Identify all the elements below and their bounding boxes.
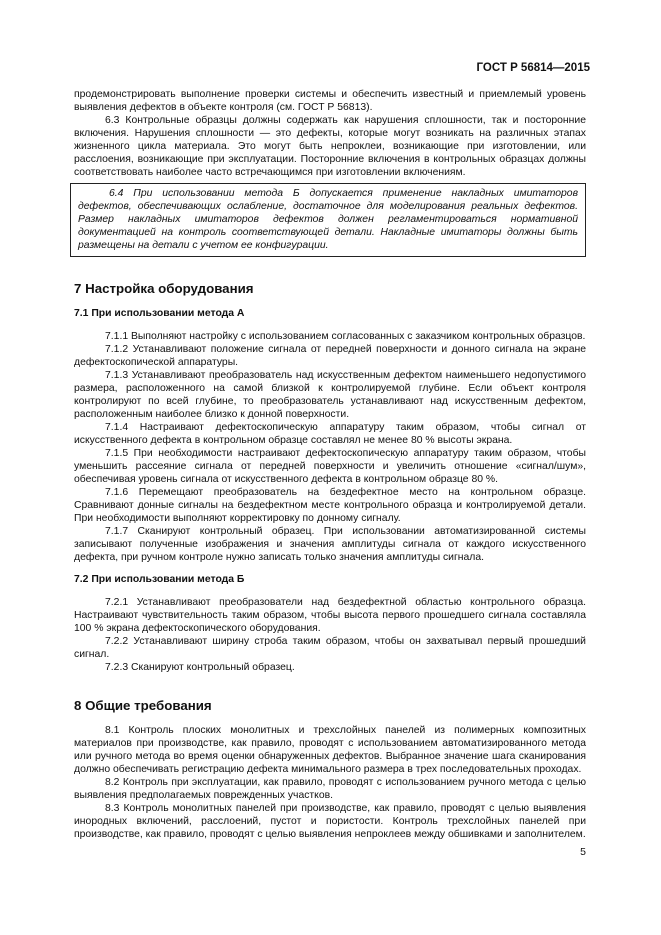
paragraph-7-1-1: 7.1.1 Выполняют настройку с использованием согласованных с заказчиком контрольных образцов.: [105, 331, 586, 342]
paragraph-8-1: 8.1 Контроль плоских монолитных и трехслойных панелей из полимерных композитных материалов при производстве, как правило, проводят с использованием автоматизированного метода или ручного метода во время оценки обнаруженных дефектов. Выбранное значение шага сканирования должно обеспечивать регистрацию дефекта минимального размера в трех последовательных проходах.: [74, 725, 586, 775]
document-code-header: ГОСТ Р 56814—2015: [476, 62, 590, 74]
page-number: 5: [580, 846, 586, 858]
paragraph-7-1-4: 7.1.4 Настраивают дефектоскопическую аппаратуру таким образом, чтобы сигнал от искусственного дефекта в контрольном образце составлял не менее 80 % высоты экрана.: [74, 422, 586, 446]
paragraph-6-3: 6.3 Контрольные образцы должны содержать как нарушения сплошности, так и посторонние включения. Нарушения сплошности — это дефекты, которые могут возникать на различных этапах жизненного цикла материала. Это могут быть непроклеи, возникающие при изготовлении, или расслоения, возникающие при эксплуатации. Посторонние включения в контрольных образцах должны соответствовать наиболее часто встречающимся при изготовлении включениям.: [74, 115, 586, 178]
paragraph-7-1-7: 7.1.7 Сканируют контрольный образец. При использовании автоматизированной системы записывают полученные изображения и значения амплитуды сигнала от каждого искусственного дефекта, при ручном контроле нужно записать только значения амплитуды сигнала.: [74, 526, 586, 563]
paragraph-7-1-5: 7.1.5 При необходимости настраивают дефектоскопическую аппаратуру таким образом, чтобы уменьшить рассеяние сигнала от передней поверхности и увеличить отношение «сигнал/шум», обеспечивая уровень сигнала от искусственного дефекта в контрольном образце 80 %.: [74, 448, 586, 485]
paragraph-7-2-3: 7.2.3 Сканируют контрольный образец.: [105, 662, 295, 673]
paragraph-7-1-2: 7.1.2 Устанавливают положение сигнала от передней поверхности и донного сигнала на экране дефектоскопической аппаратуры.: [74, 344, 586, 368]
section-7-heading: 7 Настройка оборудования: [74, 281, 254, 296]
subsection-7-1-heading: 7.1 При использовании метода А: [74, 308, 245, 319]
paragraph-8-2: 8.2 Контроль при эксплуатации, как правило, проводят с использованием ручного метода с целью выявления предполагаемых поврежденных участков.: [74, 777, 586, 801]
subsection-7-2-heading: 7.2 При использовании метода Б: [74, 574, 245, 585]
page-content: [74, 88, 586, 841]
paragraph-continuation: продемонстрировать выполнение проверки системы и обеспечить известный и приемлемый уровень выявления дефектов в объекте контроля (см. ГОСТ Р 56813).: [74, 89, 586, 113]
note-box-6-4: [70, 183, 586, 257]
paragraph-7-1-6: 7.1.6 Перемещают преобразователь на бездефектное место на контрольном образце. Сравнивают донные сигналы на бездефектном месте контрольного образца и контролируемой детали. При необходимости выполняют корректировку по донному сигналу.: [74, 487, 586, 524]
section-8-heading: 8 Общие требования: [74, 698, 212, 713]
paragraph-7-2-2: 7.2.2 Устанавливают ширину строба таким образом, чтобы он захватывал первый прошедший сигнал.: [74, 636, 586, 660]
paragraph-7-1-3: 7.1.3 Устанавливают преобразователь над искусственным дефектом наименьшего недопустимого размера, расположенного на самой близкой к контролируемой глубине. Если объект контроля контролируют по всей глубине, то преобразователь устанавливают над искусственным дефектом, расположенным наиболее близко к донной поверхности.: [74, 370, 586, 420]
paragraph-6-4: 6.4 При использовании метода Б допускается применение накладных имитаторов дефектов, обеспечивающих ослабление, достаточное для моделирования реальных дефектов. Размер накладных имитаторов дефектов должен регламентироваться нормативной документацией на контроль соответствующей детали. Накладные имитаторы должны быть размещены на детали с учетом ее конфигурации.: [78, 188, 578, 251]
paragraph-7-2-1: 7.2.1 Устанавливают преобразователи над бездефектной областью контрольного образца. Настраивают чувствительность таким образом, чтобы высота первого прошедшего сигнала составляла 100 % экрана дефектоскопического оборудования.: [74, 597, 586, 634]
paragraph-8-3: 8.3 Контроль монолитных панелей при производстве, как правило, проводят с целью выявления инородных включений, расслоений, пустот и пористости. Контроль трехслойных панелей при производстве, как правило, проводят с целью выявления непроклеев между обшивками и заполнителем.: [74, 803, 586, 840]
